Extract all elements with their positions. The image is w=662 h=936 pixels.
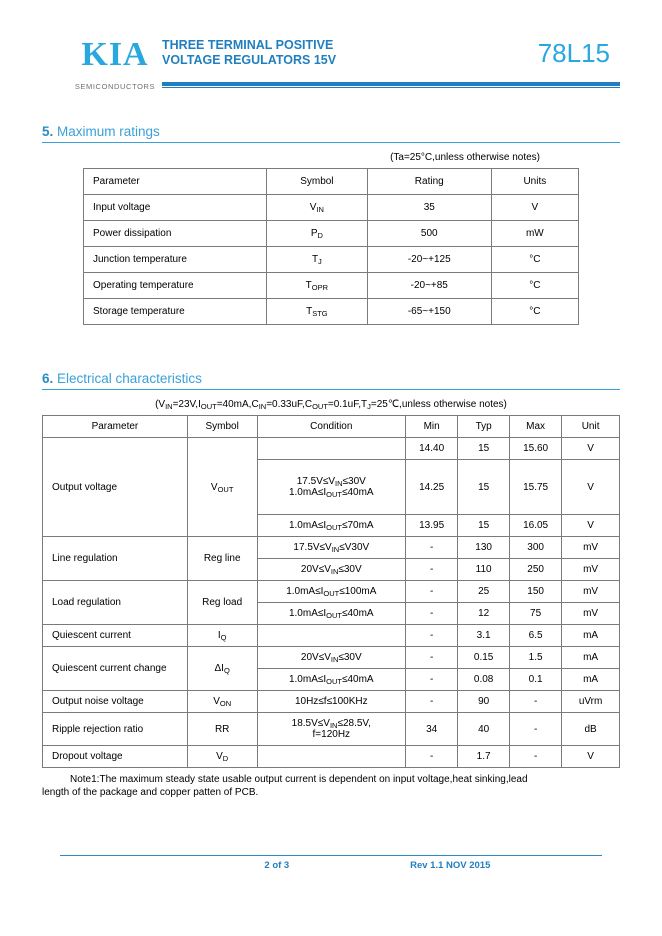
cell-parameter: Dropout voltage bbox=[43, 746, 188, 768]
cell-typ: 15 bbox=[458, 438, 510, 460]
document-title bbox=[162, 38, 336, 68]
table-row bbox=[84, 273, 579, 299]
page-footer bbox=[60, 855, 602, 874]
cell-unit: mV bbox=[562, 537, 620, 559]
cell-typ: 25 bbox=[458, 581, 510, 603]
cell-min: - bbox=[406, 691, 458, 713]
table-row bbox=[84, 299, 579, 325]
table-row bbox=[43, 537, 620, 559]
cell-symbol: $T_J$ bbox=[266, 247, 367, 273]
cell-parameter: Operating temperature bbox=[84, 273, 267, 299]
cell-condition: $18.5V\le V_{IN}\le 28.5V$, f=120Hz bbox=[257, 713, 406, 746]
cell-typ: 12 bbox=[458, 603, 510, 625]
cell-typ: 110 bbox=[458, 559, 510, 581]
table-note-line1: Note1:The maximum steady state usable output current is dependent on input voltage,heat sinking,lead bbox=[70, 774, 528, 785]
cell-unit: V bbox=[562, 515, 620, 537]
cell-parameter: Output noise voltage bbox=[43, 691, 188, 713]
cell-parameter: Input voltage bbox=[84, 195, 267, 221]
electrical-characteristics-table bbox=[42, 415, 620, 768]
cell-condition: $17.5V\le V_{IN}\le V30V$ bbox=[257, 537, 406, 559]
cell-min: - bbox=[406, 669, 458, 691]
cell-max: 16.05 bbox=[510, 515, 562, 537]
cell-max: 75 bbox=[510, 603, 562, 625]
cell-condition: 10Hz≤f≤100KHz bbox=[257, 691, 406, 713]
cell-min: 13.95 bbox=[406, 515, 458, 537]
table-row bbox=[43, 691, 620, 713]
page-header bbox=[42, 30, 620, 96]
header-rule bbox=[162, 82, 620, 86]
cell-typ: 0.15 bbox=[458, 647, 510, 669]
column-header-condition: Condition bbox=[257, 416, 406, 438]
cell-condition: $1.0mA\le I_{OUT}\le 100mA$ bbox=[257, 581, 406, 603]
page-number: 2 of 3 bbox=[264, 860, 290, 871]
cell-condition bbox=[257, 746, 406, 768]
cell-min: 14.25 bbox=[406, 460, 458, 515]
cell-max: 300 bbox=[510, 537, 562, 559]
cell-condition bbox=[257, 625, 406, 647]
cell-symbol: $V_{IN}$ bbox=[266, 195, 367, 221]
table-header-row bbox=[84, 169, 579, 195]
cell-max: 15.75 bbox=[510, 460, 562, 515]
table-row bbox=[84, 221, 579, 247]
table-row bbox=[84, 247, 579, 273]
header-rule-thin bbox=[162, 87, 620, 88]
document-title-line2: VOLTAGE REGULATORS 15V bbox=[162, 53, 337, 67]
cell-min: - bbox=[406, 746, 458, 768]
section-6-title: Electrical characteristics bbox=[57, 371, 202, 386]
cell-condition bbox=[257, 438, 406, 460]
section-6-number: 6. bbox=[42, 371, 54, 386]
cell-typ: 3.1 bbox=[458, 625, 510, 647]
cell-unit: V bbox=[562, 438, 620, 460]
section-6-heading bbox=[42, 371, 620, 390]
column-header-parameter: Parameter bbox=[43, 416, 188, 438]
cell-min: 14.40 bbox=[406, 438, 458, 460]
table-row bbox=[43, 581, 620, 603]
cell-unit: mA bbox=[562, 647, 620, 669]
company-logo bbox=[60, 38, 170, 91]
cell-parameter: Storage temperature bbox=[84, 299, 267, 325]
cell-parameter: Quiescent current change bbox=[43, 647, 188, 691]
cell-rating: 500 bbox=[367, 221, 491, 247]
cell-units: °C bbox=[491, 273, 578, 299]
cell-max: - bbox=[510, 691, 562, 713]
cell-max: 0.1 bbox=[510, 669, 562, 691]
cell-symbol: $P_D$ bbox=[266, 221, 367, 247]
table-header-row bbox=[43, 416, 620, 438]
column-header-unit: Unit bbox=[562, 416, 620, 438]
cell-parameter: Line regulation bbox=[43, 537, 188, 581]
cell-units: °C bbox=[491, 299, 578, 325]
cell-typ: 15 bbox=[458, 515, 510, 537]
table-row bbox=[43, 746, 620, 768]
cell-symbol: RR bbox=[187, 713, 257, 746]
cell-condition: $20V\le V_{IN}\le 30V$ bbox=[257, 647, 406, 669]
cell-max: 150 bbox=[510, 581, 562, 603]
cell-max: - bbox=[510, 713, 562, 746]
cell-unit: mA bbox=[562, 669, 620, 691]
cell-typ: 15 bbox=[458, 460, 510, 515]
cell-condition: $1.0mA\le I_{OUT}\le 40mA$ bbox=[257, 603, 406, 625]
section-5-number: 5. bbox=[42, 124, 54, 139]
cell-unit: mV bbox=[562, 603, 620, 625]
cell-symbol: $T_{STG}$ bbox=[266, 299, 367, 325]
column-header-max: Max bbox=[510, 416, 562, 438]
cell-parameter: Load regulation bbox=[43, 581, 188, 625]
table-row bbox=[43, 713, 620, 746]
cell-rating: 35 bbox=[367, 195, 491, 221]
cell-max: 15.60 bbox=[510, 438, 562, 460]
section-6-condition: ($V_{IN}=23V,I_{OUT}=40mA,C_{IN}=0.33uF,C_{OUT}=0.1uF,T_J=25℃,unless$ otherwise notes) bbox=[155, 399, 507, 411]
section-electrical-characteristics bbox=[42, 371, 620, 799]
cell-units: V bbox=[491, 195, 578, 221]
cell-min: - bbox=[406, 647, 458, 669]
table-row bbox=[43, 647, 620, 669]
footer-rule bbox=[60, 855, 602, 856]
maximum-ratings-table bbox=[83, 168, 579, 325]
cell-rating: -20~+85 bbox=[367, 273, 491, 299]
cell-min: - bbox=[406, 603, 458, 625]
cell-parameter: Output voltage bbox=[43, 438, 188, 537]
cell-max: 6.5 bbox=[510, 625, 562, 647]
cell-max: 1.5 bbox=[510, 647, 562, 669]
cell-typ: 40 bbox=[458, 713, 510, 746]
table-row bbox=[43, 625, 620, 647]
cell-parameter: Junction temperature bbox=[84, 247, 267, 273]
revision-label: Rev 1.1 NOV 2015 bbox=[410, 860, 491, 871]
cell-units: mW bbox=[491, 221, 578, 247]
column-header-min: Min bbox=[406, 416, 458, 438]
column-header-symbol: Symbol bbox=[187, 416, 257, 438]
cell-symbol: $V_{ON}$ bbox=[187, 691, 257, 713]
cell-symbol: $V_D$ bbox=[187, 746, 257, 768]
logo-subtitle: SEMICONDUCTORS bbox=[74, 82, 156, 91]
cell-unit: V bbox=[562, 746, 620, 768]
cell-condition: $20V\le V_{IN}\le 30V$ bbox=[257, 559, 406, 581]
cell-typ: 90 bbox=[458, 691, 510, 713]
cell-symbol: Reg load bbox=[187, 581, 257, 625]
cell-symbol: $I_Q$ bbox=[187, 625, 257, 647]
cell-typ: 0.08 bbox=[458, 669, 510, 691]
section-5-heading bbox=[42, 124, 620, 143]
document-title-line1: THREE TERMINAL POSITIVE bbox=[162, 38, 334, 52]
table-note bbox=[42, 773, 620, 799]
column-header-symbol: Symbol bbox=[266, 169, 367, 195]
cell-rating: -20~+125 bbox=[367, 247, 491, 273]
cell-min: - bbox=[406, 559, 458, 581]
cell-unit: mV bbox=[562, 581, 620, 603]
section-maximum-ratings bbox=[42, 124, 620, 325]
cell-typ: 1.7 bbox=[458, 746, 510, 768]
cell-unit: mV bbox=[562, 559, 620, 581]
cell-min: - bbox=[406, 537, 458, 559]
cell-parameter: Quiescent current bbox=[43, 625, 188, 647]
section-5-title: Maximum ratings bbox=[57, 124, 160, 139]
section-5-condition: (Ta=25°C,unless otherwise notes) bbox=[390, 152, 540, 163]
column-header-rating: Rating bbox=[367, 169, 491, 195]
cell-parameter: Ripple rejection ratio bbox=[43, 713, 188, 746]
cell-unit: mA bbox=[562, 625, 620, 647]
cell-symbol: $V_{OUT}$ bbox=[187, 438, 257, 537]
logo-text: KIA bbox=[81, 36, 149, 73]
cell-max: 250 bbox=[510, 559, 562, 581]
table-row bbox=[84, 195, 579, 221]
column-header-units: Units bbox=[491, 169, 578, 195]
cell-min: - bbox=[406, 581, 458, 603]
column-header-typ: Typ bbox=[458, 416, 510, 438]
column-header-parameter: Parameter bbox=[84, 169, 267, 195]
cell-unit: dB bbox=[562, 713, 620, 746]
cell-min: - bbox=[406, 625, 458, 647]
footer-row bbox=[60, 860, 602, 874]
cell-units: °C bbox=[491, 247, 578, 273]
table-row bbox=[43, 438, 620, 460]
cell-parameter: Power dissipation bbox=[84, 221, 267, 247]
cell-symbol: Reg line bbox=[187, 537, 257, 581]
cell-rating: -65~+150 bbox=[367, 299, 491, 325]
cell-condition: $1.0mA\le I_{OUT}\le 40mA$ bbox=[257, 669, 406, 691]
cell-typ: 130 bbox=[458, 537, 510, 559]
cell-unit: uVrm bbox=[562, 691, 620, 713]
cell-condition: $17.5V\le V_{IN}\le 30V$ $1.0mA\le I_{OUT}\le 40mA$ bbox=[257, 460, 406, 515]
cell-condition: $1.0mA\le I_{OUT}\le 70mA$ bbox=[257, 515, 406, 537]
cell-max: - bbox=[510, 746, 562, 768]
table-note-line2: length of the package and copper patten of PCB. bbox=[42, 787, 259, 798]
cell-min: 34 bbox=[406, 713, 458, 746]
part-number: 78L15 bbox=[537, 38, 610, 68]
cell-symbol: $T_{OPR}$ bbox=[266, 273, 367, 299]
cell-symbol: $\Delta I_Q$ bbox=[187, 647, 257, 691]
cell-unit: V bbox=[562, 460, 620, 515]
